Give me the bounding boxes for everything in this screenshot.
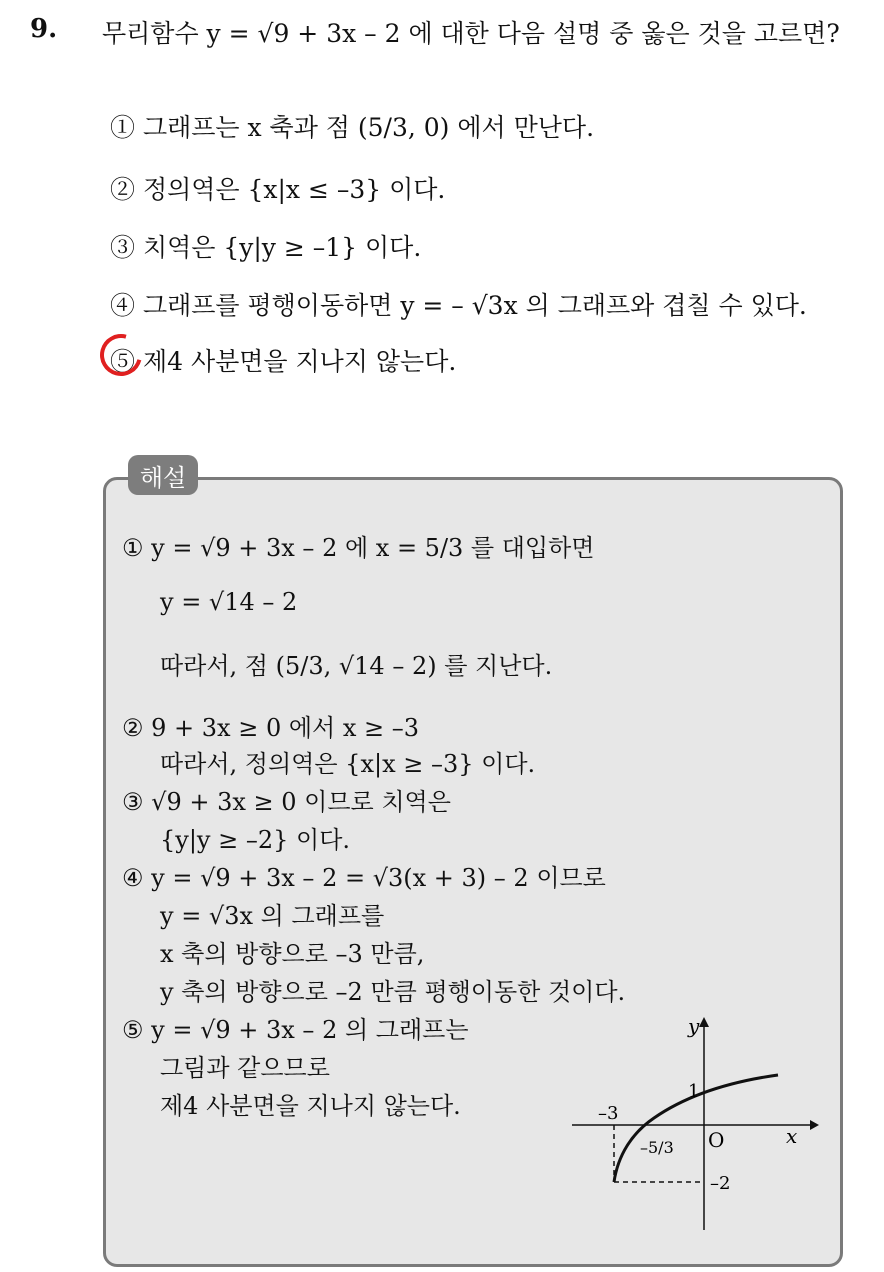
origin-label: O <box>708 1128 725 1152</box>
x-intercept-label: –5/3 <box>640 1138 674 1157</box>
solution-line-7: {y|y ≥ –2} 이다. <box>160 826 351 854</box>
solution-line-4: ② 9 + 3x ≥ 0 에서 x ≥ –3 <box>122 714 420 742</box>
choice-5[interactable]: ⑤ 제4 사분면을 지나지 않는다. <box>110 347 457 376</box>
question-text: 무리함수 y = √9 + 3x – 2 에 대한 다음 설명 중 옳은 것을 고르면? <box>102 19 840 48</box>
solution-line-6: ③ √9 + 3x ≥ 0 이므로 치역은 <box>122 788 451 816</box>
solution-line-13: 그림과 같으므로 <box>160 1054 330 1082</box>
choice-2[interactable]: ② 정의역은 {x|x ≤ –3} 이다. <box>110 175 446 204</box>
y-neg2-label: –2 <box>710 1173 731 1194</box>
solution-line-1: ① y = √9 + 3x – 2 에 x = 5/3 를 대입하면 <box>122 534 595 562</box>
solution-line-10: x 축의 방향으로 –3 만큼, <box>160 940 425 968</box>
question-number: 9. <box>30 14 58 44</box>
function-graph <box>570 1015 820 1235</box>
solution-line-9: y = √3x 의 그래프를 <box>160 902 385 930</box>
x-neg3-label: –3 <box>598 1103 619 1124</box>
choice-4[interactable]: ④ 그래프를 평행이동하면 y = – √3x 의 그래프와 겹칠 수 있다. <box>110 291 807 320</box>
y-intercept-label: 1 <box>688 1081 700 1102</box>
x-axis-arrow <box>810 1120 819 1130</box>
solution-line-5: 따라서, 정의역은 {x|x ≥ –3} 이다. <box>160 750 536 778</box>
solution-line-8: ④ y = √9 + 3x – 2 = √3(x + 3) – 2 이므로 <box>122 864 606 892</box>
solution-line-11: y 축의 방향으로 –2 만큼 평행이동한 것이다. <box>160 978 626 1006</box>
solution-line-14: 제4 사분면을 지나지 않는다. <box>160 1092 461 1120</box>
y-axis-label: y <box>688 1015 700 1038</box>
choice-1[interactable]: ① 그래프는 x 축과 점 (5/3, 0) 에서 만난다. <box>110 113 595 142</box>
y-axis-arrow <box>699 1017 709 1027</box>
solution-badge: 해설 <box>128 455 198 495</box>
x-axis-label: x <box>786 1124 798 1148</box>
choice-3[interactable]: ③ 치역은 {y|y ≥ –1} 이다. <box>110 233 422 262</box>
solution-line-3: 따라서, 점 (5/3, √14 – 2) 를 지난다. <box>160 652 553 680</box>
solution-line-12: ⑤ y = √9 + 3x – 2 의 그래프는 <box>122 1016 469 1044</box>
solution-line-2: y = √14 – 2 <box>160 588 298 616</box>
